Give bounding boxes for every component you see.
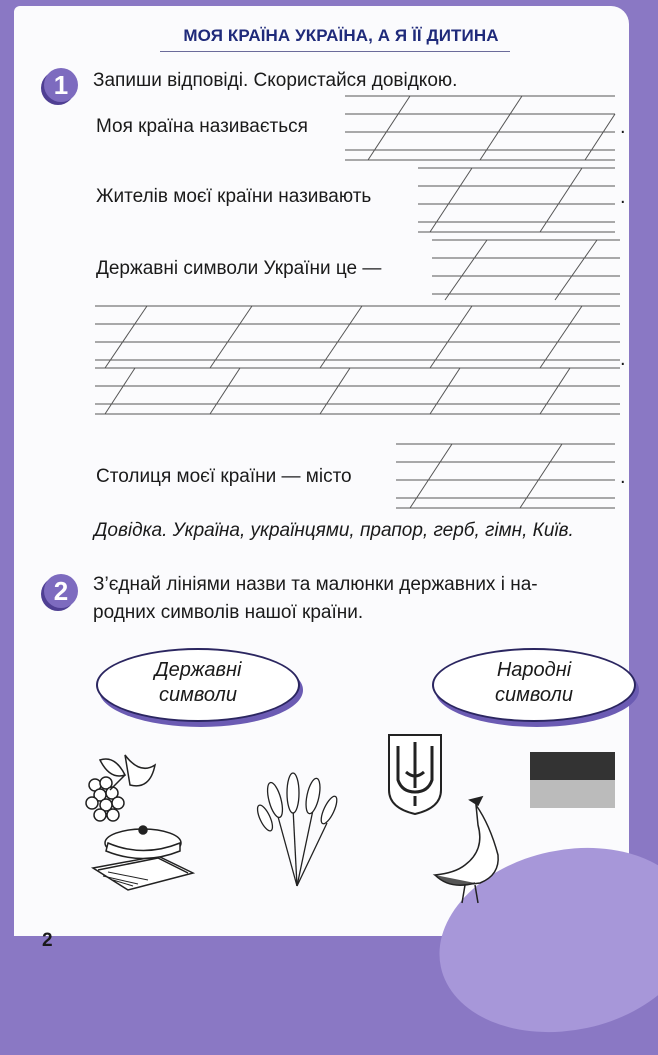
oval-label-line1: Державні (154, 659, 242, 681)
hint-text: Довідка. Україна, українцями, прапор, герб, гімн, Київ. (94, 520, 574, 541)
question-inhabitants: Жителів моєї країни називають (96, 186, 372, 207)
oval-label-line2: символи (495, 684, 573, 706)
question-capital: Столиця моєї країни — місто (96, 466, 352, 487)
bread-on-towel-icon[interactable] (88, 818, 198, 893)
oval-label-line1: Народні (496, 659, 572, 681)
oval-folk-symbols[interactable] (432, 648, 636, 722)
task-1-instruction: Запиши відповіді. Скористайся довідкою. (93, 70, 458, 91)
viburnum-icon[interactable] (80, 745, 170, 825)
wheat-icon[interactable] (255, 768, 340, 888)
period: . (620, 186, 626, 208)
page-title: МОЯ КРАЇНА УКРАЇНА, А Я ЇЇ ДИТИНА (183, 26, 499, 45)
flag-icon[interactable] (530, 752, 615, 808)
stork-icon[interactable] (420, 795, 530, 905)
task-2-number: 2 (44, 574, 78, 608)
oval-label-line2: символи (159, 684, 237, 706)
period: . (620, 348, 626, 370)
period: . (620, 116, 626, 138)
task-2-instruction-line1: З’єднай лініями назви та малюнки державних і на- (93, 574, 538, 595)
question-state-symbols: Державні символи України це — (96, 258, 382, 279)
question-country-name: Моя країна називається (96, 116, 308, 137)
task-1-number: 1 (44, 68, 78, 102)
task-2-instruction-line2: родних символів нашої країни. (93, 602, 364, 623)
page-number: 2 (42, 930, 53, 951)
period: . (620, 466, 626, 488)
oval-state-symbols[interactable] (96, 648, 300, 722)
